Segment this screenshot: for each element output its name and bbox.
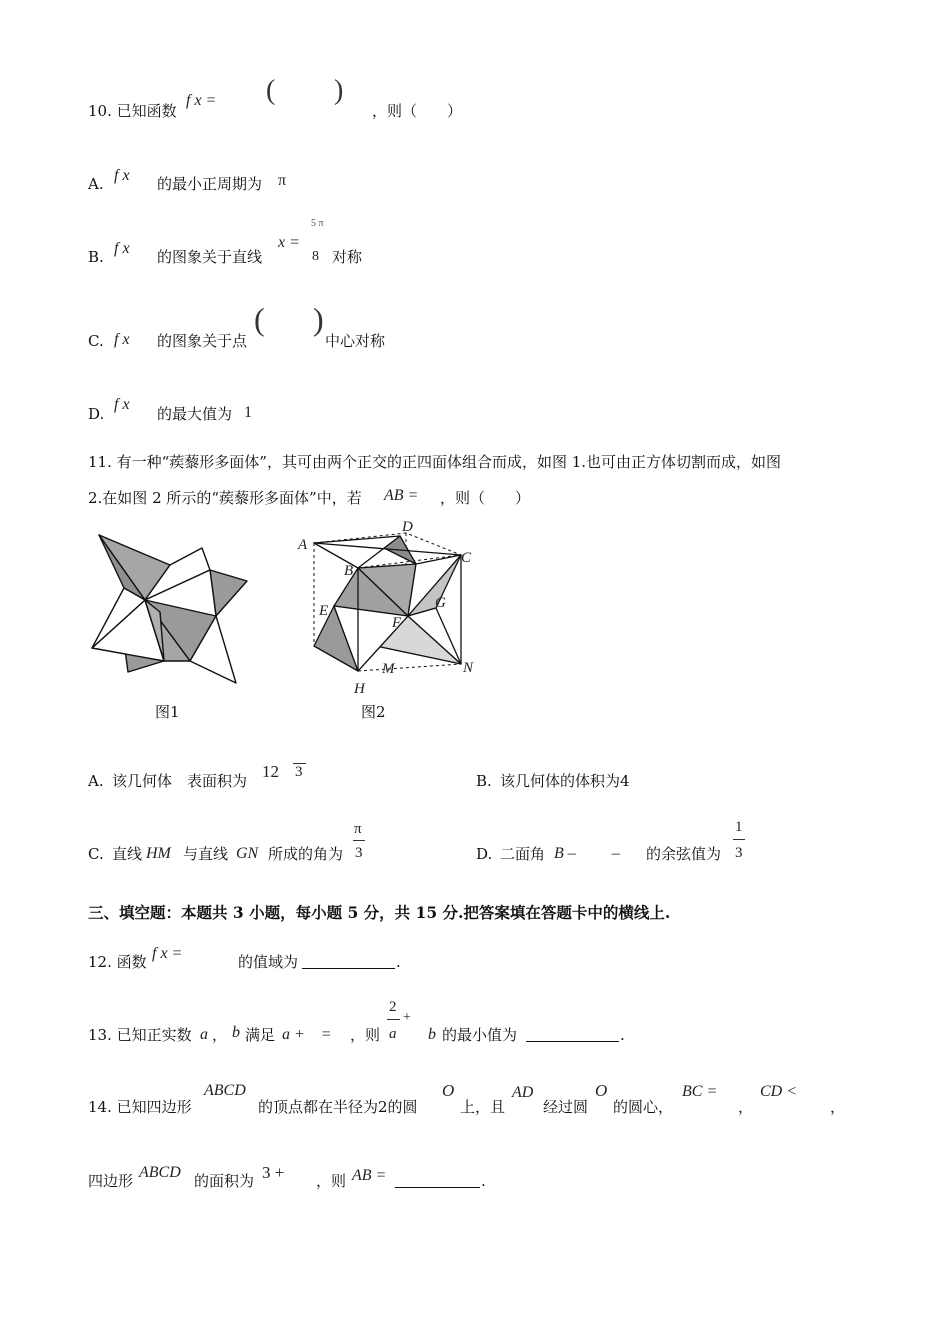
q11-option-c-text-a: 直线 [112,845,143,863]
q10-option-b-fx: f x [114,240,130,257]
q11-option-a-value: 12 [262,762,279,781]
q10-option-c-text2: 中心对称 [325,332,386,350]
fig2-label-m: M [382,661,395,677]
q14-text5: 的面积为 [194,1172,255,1190]
q10-option-b-label: B. [88,248,104,266]
q13-suffix: 的最小值为 [442,1026,518,1044]
q10-option-d-label: D. [88,405,105,423]
q11-option-b-text: 该几何体的体积为4 [500,772,630,790]
fig2-label-e: E [319,603,329,619]
q14-text3: 经过圆 [543,1098,589,1116]
q14-end: . [481,1172,486,1190]
q14-text2: 上，且 [460,1098,506,1116]
q11-option-c-hm: HM [146,845,171,862]
q11-option-a-root: 3 [295,764,303,780]
q11-option-a-text: 该几何体 表面积为 [112,772,248,790]
q12-function-expr: f x = [152,945,183,962]
q13-plus: + [403,1010,411,1025]
q13-frac-line [387,1019,400,1020]
fig2-label-b: B [344,563,354,579]
q14-bc: BC = [682,1083,718,1100]
q14-abcd2: ABCD [139,1164,181,1181]
fig2-label-n: N [463,660,474,676]
q10-option-c-left-paren: ( [254,301,265,337]
q10-option-b-line-eq: x = [278,234,300,251]
q10-option-c-text: 的图象关于点 [157,332,248,350]
q10-option-b-frac-bottom: 8 [312,249,319,264]
q11-stem-line2-suffix: ，则（ ） [440,489,531,507]
q11-stem-line1: 11. 有一种“蒺藜形多面体”，其可由两个正交的正四面体组合而成，如图 1.也可由正方体切割而成，如图 [88,453,782,471]
q10-right-paren: ) [334,75,344,106]
q13-var-b2: b [428,1026,436,1043]
q10-stem-prefix: 10. 已知函数 [88,102,177,120]
q13-end: . [620,1026,625,1044]
figure-1-caption: 图1 [155,703,180,721]
q10-option-a-label: A. [88,175,104,193]
q14-then: ，则 [316,1172,347,1190]
figure-1-polyhedron [84,528,254,688]
q11-option-c-label: C. [88,845,104,863]
q11-option-d-text2: 的余弦值为 [646,845,722,863]
fig2-label-a: A [298,537,308,553]
q14-circle-o2: O [595,1081,608,1100]
q10-option-a-fx: f x [114,167,130,184]
q14-abcd: ABCD [204,1082,246,1099]
q11-option-d-text: 二面角 [500,845,546,863]
q13-frac-bottom: a [389,1026,397,1042]
q10-option-d-value: 1 [244,404,252,421]
q10-option-c-fx: f x [114,331,130,348]
q10-function-expr: f x = [186,92,217,109]
q10-option-b-text: 的图象关于直线 [157,248,263,266]
q10-left-paren: ( [266,75,276,106]
q14-circle-o: O [442,1081,455,1100]
fig2-label-f: F [392,615,402,631]
q13-prefix: 13. 已知正实数 [88,1026,192,1044]
q13-answer-blank [526,1041,619,1042]
q12-answer-blank [302,968,395,969]
q11-option-c-frac-line [353,840,365,841]
q14-text4: 的圆心， [613,1098,674,1116]
q11-option-c-gn: GN [236,845,259,862]
q10-option-c-label: C. [88,332,104,350]
q12-suffix: 的值域为 [238,953,299,971]
q11-option-c-text-c: 所成的角为 [268,845,344,863]
q11-option-a-label: A. [88,772,104,790]
q14-answer-blank [395,1187,480,1188]
q14-ad: AD [512,1084,534,1101]
q11-ab-expr: AB = [384,487,419,504]
q13-then: ，则 [350,1026,381,1044]
q11-option-b-label: B. [476,772,492,790]
q14-text1: 的顶点都在半径为2的圆 [258,1098,418,1116]
q11-option-d-frac-line [733,839,745,840]
q13-var-b: b [232,1024,240,1041]
q14-cd: CD < [760,1083,798,1100]
q11-option-d-label: D. [476,845,493,863]
q11-option-c-text-b: 与直线 [183,845,229,863]
q10-stem-suffix: ，则（ ） [372,102,463,120]
q11-option-d-expr: B – – [554,845,620,862]
q11-option-c-frac-top: π [354,821,362,837]
q14-comma1: ， [738,1098,754,1116]
q11-option-d-frac-top: 1 [735,819,743,835]
q11-option-d-frac-bottom: 3 [735,845,743,861]
fig2-label-g: G [435,595,446,611]
figure-2-caption: 图2 [361,703,386,721]
q14-ab: AB = [352,1167,387,1184]
q14-area: 3 + [262,1163,285,1182]
fig2-label-h: H [354,681,365,697]
q13-var-a: a [200,1026,208,1043]
q10-option-b-frac-top: 5 π [311,218,324,229]
q14-comma2: ， [830,1098,846,1116]
q12-end: . [396,953,401,971]
section-3-heading: 三、填空题：本题共 3 小题，每小题 5 分，共 15 分.把答案填在答题卡中的横线上. [88,903,671,922]
q13-comma: ， [212,1026,228,1044]
q10-option-d-text: 的最大值为 [157,405,233,423]
q12-prefix: 12. 函数 [88,953,147,971]
q13-frac-top: 2 [389,999,397,1015]
q11-option-c-frac-bottom: 3 [355,845,363,861]
q10-option-b-text2: 对称 [332,248,363,266]
q13-cond-expr: a + = [282,1026,332,1043]
q10-option-c-right-paren: ) [313,301,324,337]
q10-option-a-text: 的最小正周期为 [157,175,263,193]
fig2-label-c: C [461,550,472,566]
fig2-label-d: D [402,519,413,535]
q10-option-a-value: π [278,172,287,189]
q10-option-d-fx: f x [114,396,130,413]
q13-cond-text: 满足 [245,1026,276,1044]
q14-line2-prefix: 四边形 [88,1172,134,1190]
q14-prefix: 14. 已知四边形 [88,1098,192,1116]
q11-stem-line2-prefix: 2.在如图 2 所示的“蒺藜形多面体”中，若 [88,489,362,507]
